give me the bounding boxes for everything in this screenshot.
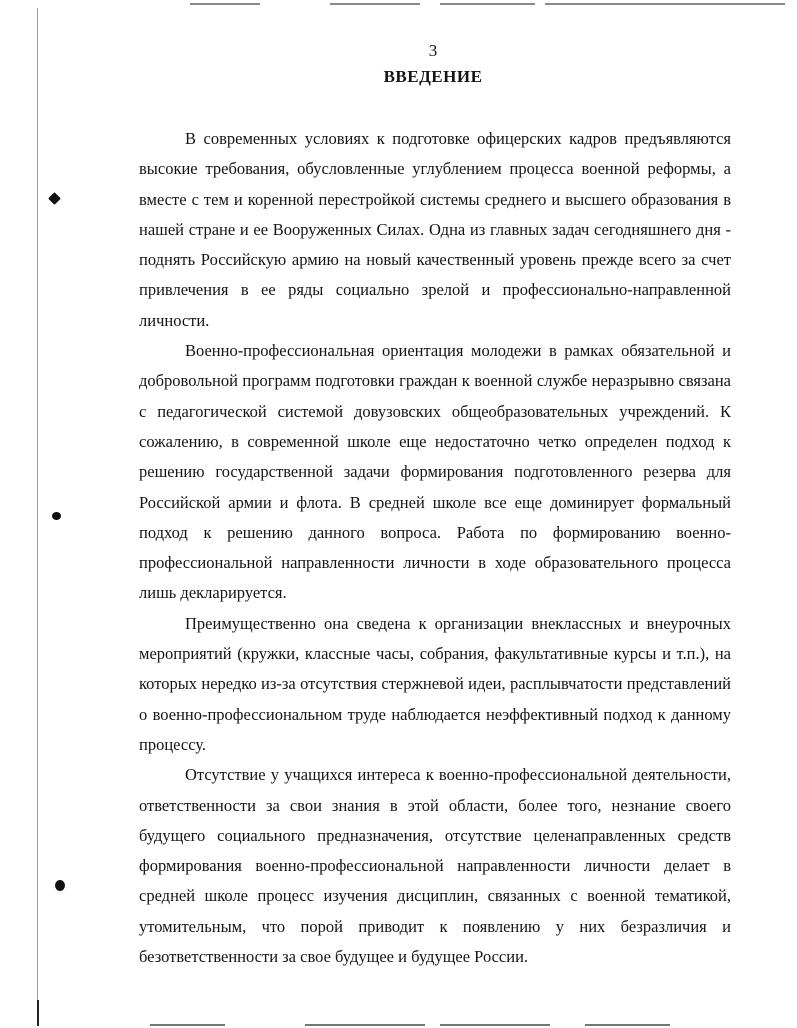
scan-bottom-mark (440, 1024, 550, 1026)
punch-hole-mark (48, 192, 61, 205)
paragraph: Отсутствие у учащихся интереса к военно-профессиональной деятельности, ответственности за свои знания в этой области, более того, незнание своего будущего социального предназначения, отсутствие целенаправленных средств формирования военно-профессиональной направленности личности делает в средней школе процесс изучения дисциплин, связанных с военной тематикой, утомительным, что порой приводит к появлению у них безразличия и безответственности за свое будущее и будущее России. (139, 765, 731, 967)
scan-top-mark (330, 3, 420, 5)
body-text (139, 124, 731, 972)
scan-top-mark (440, 3, 535, 5)
scan-left-edge-dark (37, 1000, 39, 1026)
scan-bottom-mark (585, 1024, 670, 1026)
paragraph: В современных условиях к подготовке офицерских кадров предъявляются высокие требования, обусловленные углублением процесса военной реформы, а вместе с тем и коренной перестройкой системы среднего и высшего образования в нашей стране и ее Вооруженных Силах. Одна из главных задач сегодняшнего дня - поднять Российскую армию на новый качественный уровень прежде всего за счет привлечения в ее ряды социально зрелой и профессионально-направленной личности. (139, 129, 731, 330)
scan-top-mark (545, 3, 785, 5)
paragraph: Военно-профессиональная ориентация молодежи в рамках обязательной и добровольной программ подготовки граждан к военной службе неразрывно связана с педагогической системой довузовских общеобразовательных учреждений. К сожалению, в современной школе еще недостаточно четко определен подход к решению государственной задачи формирования подготовленного резерва для Российской армии и флота. В средней школе все еще доминирует формальный подход к решению данного вопроса. Работа по формированию военно-профессиональной направленности личности в ходе образовательного процесса лишь декларируется. (139, 341, 731, 603)
punch-hole-mark (52, 512, 61, 520)
scan-left-edge (37, 8, 38, 1020)
scan-bottom-mark (150, 1024, 225, 1026)
paragraph: Преимущественно она сведена к организации внеклассных и внеурочных мероприятий (кружки, классные часы, собрания, факультативные курсы и т.п.), на которых нередко из-за отсутствия стержневой идеи, расплывчатости представлений о военно-профессиональном труде наблюдается неэффективный подход к данному процессу. (139, 613, 731, 754)
scan-bottom-mark (305, 1024, 425, 1026)
section-heading: ВВЕДЕНИЕ (383, 67, 483, 86)
scan-top-mark (190, 3, 260, 5)
punch-hole-mark (55, 880, 65, 891)
page-number: 3 (428, 41, 438, 60)
